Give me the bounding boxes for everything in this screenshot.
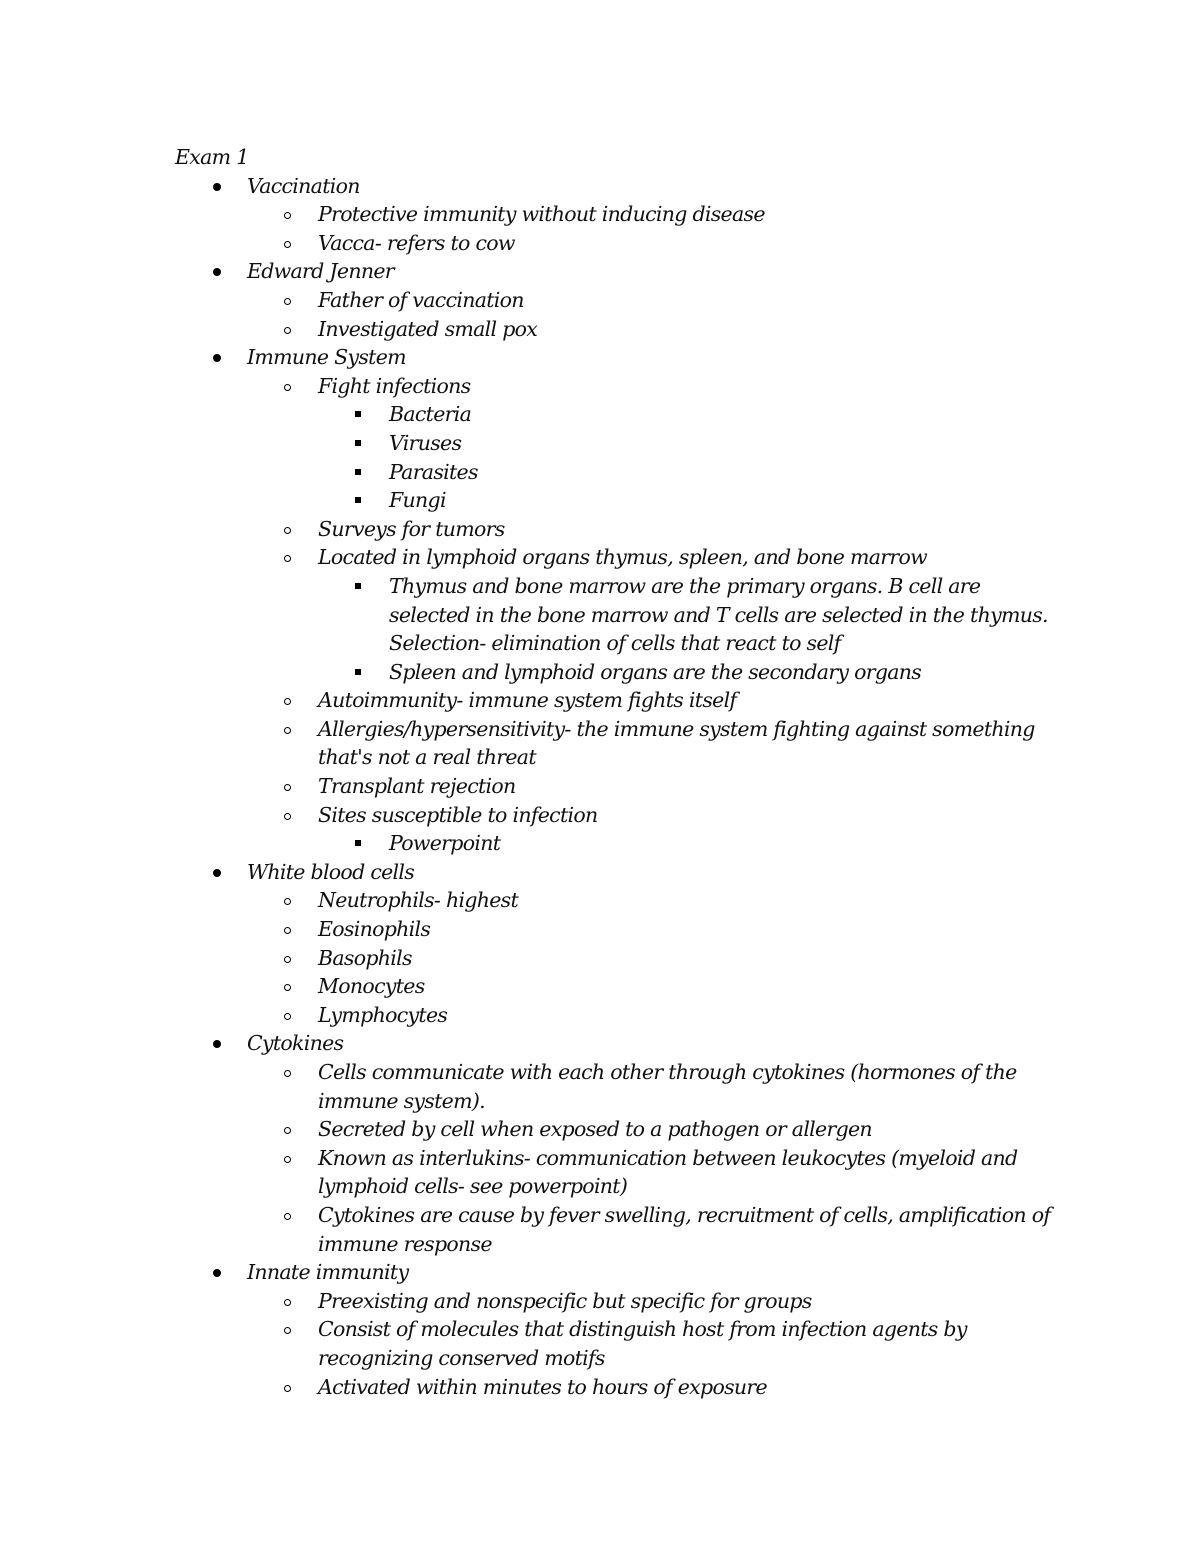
bullet-icon	[213, 869, 221, 877]
outline-item-text: Vaccination	[247, 173, 360, 198]
sub-sub-item-text: Parasites	[389, 459, 478, 484]
outline-item-text: Immune System	[247, 345, 406, 370]
outline-list	[175, 172, 1055, 1402]
sub-item-text: Neutrophils- highest	[318, 888, 519, 913]
sub-sub-item	[318, 658, 1055, 687]
circle-bullet-icon	[284, 212, 291, 219]
sub-item	[247, 1115, 1055, 1144]
document-body	[175, 143, 1055, 1401]
sub-item	[247, 944, 1055, 973]
circle-bullet-icon	[284, 898, 291, 905]
square-bullet-icon	[355, 440, 361, 446]
sub-item-text: Basophils	[318, 945, 412, 970]
outline-item	[175, 858, 1055, 1030]
circle-bullet-icon	[284, 241, 291, 248]
circle-bullet-icon	[284, 327, 291, 334]
sub-item-text: Father of vaccination	[318, 287, 524, 312]
sub-item	[247, 200, 1055, 229]
circle-bullet-icon	[284, 698, 291, 705]
sub-item	[247, 372, 1055, 515]
sub-item	[247, 772, 1055, 801]
square-bullet-icon	[355, 497, 361, 503]
sub-item-text: Investigated small pox	[318, 316, 538, 341]
sub-item	[247, 715, 1055, 772]
outline-item-text: Edward Jenner	[247, 259, 394, 284]
sub-sub-list	[318, 400, 1055, 514]
outline-item-text: Cytokines	[247, 1031, 344, 1056]
sub-sub-item-text: Thymus and bone marrow are the primary organs. B cell are selected in the bone marrow and T cells are selected in the thymus. Selection- elimination of cells that react to self	[389, 573, 1048, 656]
outline-item-text: White blood cells	[247, 859, 415, 884]
sub-sub-item	[318, 400, 1055, 429]
circle-bullet-icon	[284, 956, 291, 963]
sub-sub-item-text: Bacteria	[389, 402, 472, 427]
bullet-icon	[213, 354, 221, 362]
circle-bullet-icon	[284, 927, 291, 934]
bullet-icon	[213, 268, 221, 276]
sub-item-text: Secreted by cell when exposed to a pathogen or allergen	[318, 1117, 872, 1142]
circle-bullet-icon	[284, 984, 291, 991]
square-bullet-icon	[355, 669, 361, 675]
sub-sub-item-text: Fungi	[389, 488, 446, 513]
sub-list	[247, 886, 1055, 1029]
sub-item	[247, 915, 1055, 944]
sub-sub-list	[318, 572, 1055, 686]
sub-item	[247, 543, 1055, 686]
outline-item	[175, 257, 1055, 343]
sub-item-text: Vacca- refers to cow	[318, 230, 515, 255]
outline-item	[175, 343, 1055, 858]
sub-item-text: Eosinophils	[318, 917, 431, 942]
outline-item-text: Innate immunity	[247, 1260, 409, 1285]
outline-item	[175, 1029, 1055, 1258]
circle-bullet-icon	[284, 1299, 291, 1306]
circle-bullet-icon	[284, 1070, 291, 1077]
sub-list	[247, 1287, 1055, 1401]
circle-bullet-icon	[284, 1213, 291, 1220]
sub-item-text: Surveys for tumors	[318, 516, 505, 541]
sub-list	[247, 200, 1055, 257]
sub-item-text: Transplant rejection	[318, 774, 516, 799]
square-bullet-icon	[355, 840, 361, 846]
sub-sub-list	[318, 829, 1055, 858]
circle-bullet-icon	[284, 1385, 291, 1392]
sub-item-text: Lymphocytes	[318, 1002, 448, 1027]
sub-list	[247, 372, 1055, 858]
sub-sub-item	[318, 429, 1055, 458]
sub-item	[247, 315, 1055, 344]
sub-item-text: Activated within minutes to hours of exposure	[318, 1374, 767, 1399]
circle-bullet-icon	[284, 1156, 291, 1163]
sub-item-text: Located in lymphoid organs thymus, spleen, and bone marrow	[318, 545, 927, 570]
sub-item-text: Autoimmunity- immune system fights itself	[318, 688, 737, 713]
square-bullet-icon	[355, 411, 361, 417]
sub-item	[247, 1287, 1055, 1316]
circle-bullet-icon	[284, 1013, 291, 1020]
sub-item-text: Protective immunity without inducing disease	[318, 202, 765, 227]
outline-item	[175, 172, 1055, 258]
circle-bullet-icon	[284, 298, 291, 305]
sub-list	[247, 286, 1055, 343]
sub-item-text: Cells communicate with each other through cytokines (hormones of the immune system).	[318, 1060, 1017, 1113]
sub-item-text: Preexisting and nonspecific but specific for groups	[318, 1288, 812, 1313]
square-bullet-icon	[355, 469, 361, 475]
sub-item	[247, 515, 1055, 544]
circle-bullet-icon	[284, 727, 291, 734]
bullet-icon	[213, 1040, 221, 1048]
sub-list	[247, 1058, 1055, 1258]
sub-item	[247, 1001, 1055, 1030]
sub-item	[247, 972, 1055, 1001]
circle-bullet-icon	[284, 555, 291, 562]
sub-item	[247, 686, 1055, 715]
sub-sub-item	[318, 458, 1055, 487]
sub-item	[247, 1315, 1055, 1372]
sub-item-text: Allergies/hypersensitivity- the immune system fighting against something that's not a real threat	[318, 716, 1035, 770]
circle-bullet-icon	[284, 1127, 291, 1134]
sub-item	[247, 1058, 1055, 1115]
sub-item-text: Known as interlukins- communication between leukocytes (myeloid and lymphoid cells- see powerpoint)	[318, 1145, 1018, 1199]
sub-sub-item-text: Viruses	[389, 430, 462, 455]
sub-sub-item	[318, 486, 1055, 515]
sub-sub-item-text: Powerpoint	[389, 831, 501, 856]
sub-item-text: Monocytes	[318, 974, 425, 999]
sub-item	[247, 1373, 1055, 1402]
outline-item	[175, 1258, 1055, 1401]
sub-item	[247, 286, 1055, 315]
circle-bullet-icon	[284, 527, 291, 534]
bullet-icon	[213, 183, 221, 191]
sub-item	[247, 229, 1055, 258]
sub-item-text: Fight infections	[318, 373, 471, 398]
bullet-icon	[213, 1269, 221, 1277]
sub-item-text: Sites susceptible to infection	[318, 802, 598, 827]
sub-sub-item	[318, 829, 1055, 858]
sub-item	[247, 1144, 1055, 1201]
circle-bullet-icon	[284, 813, 291, 820]
sub-item-text: Cytokines are cause by fever swelling, recruitment of cells, amplification of immune response	[318, 1202, 1051, 1256]
sub-sub-item	[318, 572, 1055, 658]
circle-bullet-icon	[284, 1327, 291, 1334]
sub-item-text: Consist of molecules that distinguish host from infection agents by recognizing conserved motifs	[318, 1317, 967, 1370]
sub-item	[247, 1201, 1055, 1258]
sub-sub-item-text: Spleen and lymphoid organs are the secondary organs	[389, 659, 922, 684]
sub-item	[247, 801, 1055, 858]
square-bullet-icon	[355, 583, 361, 589]
circle-bullet-icon	[284, 384, 291, 391]
sub-item	[247, 886, 1055, 915]
document-title: Exam 1	[175, 145, 249, 169]
circle-bullet-icon	[284, 784, 291, 791]
